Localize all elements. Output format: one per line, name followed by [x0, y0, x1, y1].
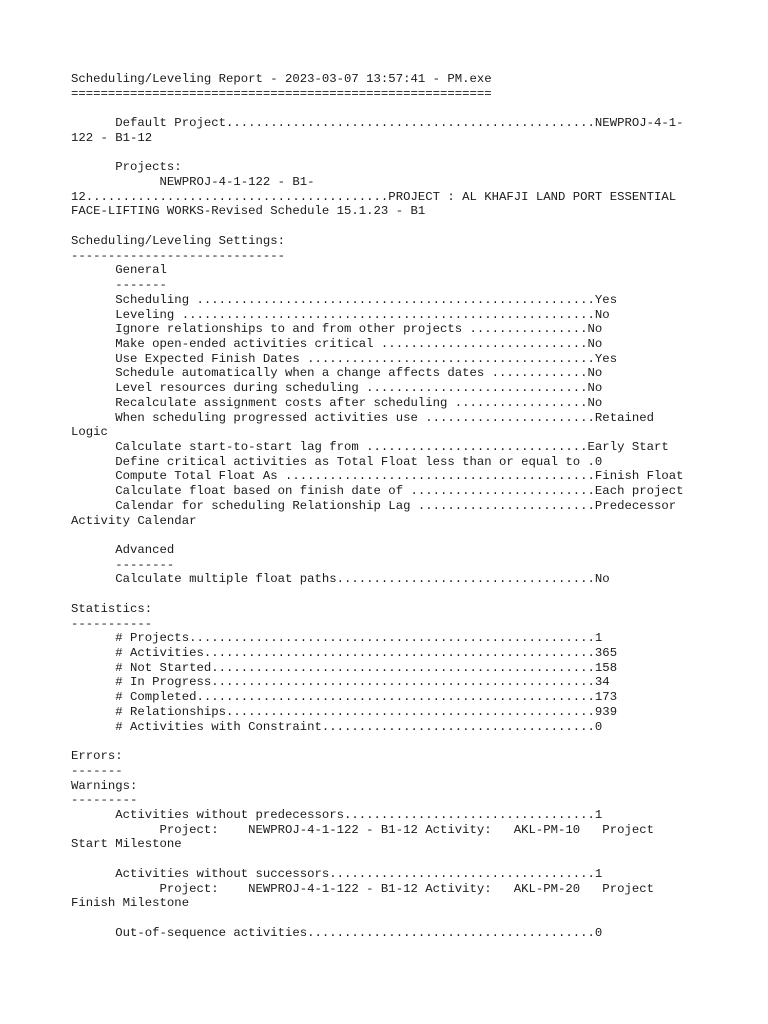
report-line: # Projects.......................................................1: [71, 631, 603, 646]
report-line: 122 - B1-12: [71, 130, 153, 145]
report-line: -----------: [71, 616, 153, 631]
report-line: # Relationships..................................................939: [71, 704, 618, 719]
report-line: [71, 528, 684, 543]
report-line: Recalculate assignment costs after scheduling ..................No: [71, 395, 603, 410]
report-line: Project: NEWPROJ-4-1-122 - B1-12 Activity: AKL-PM-10 Project: [71, 822, 654, 837]
report-line: ---------: [71, 793, 138, 808]
report-line: Scheduling/Leveling Settings:: [71, 233, 286, 248]
report-line: Scheduling ......................................................Yes: [71, 292, 618, 307]
report-line: Projects:: [71, 160, 182, 175]
report-line: Activity Calendar: [71, 513, 197, 528]
report-line: Schedule automatically when a change affects dates .............No: [71, 366, 603, 381]
report-line: Ignore relationships to and from other projects ................No: [71, 322, 603, 337]
report-line: # Activities with Constraint.....................................0: [71, 719, 603, 734]
report-line: # Not Started....................................................158: [71, 660, 618, 675]
report-line: # In Progress....................................................34: [71, 675, 610, 690]
report-line: Calculate start-to-start lag from ..............................Early Start: [71, 439, 669, 454]
report-body: [71, 72, 684, 940]
report-line: Make open-ended activities critical ............................No: [71, 336, 603, 351]
report-line: [71, 219, 684, 234]
report-line: Compute Total Float As ..........................................Finish Float: [71, 469, 684, 484]
report-line: Calculate float based on finish date of .........................Each project: [71, 484, 684, 499]
report-line: -----------------------------: [71, 248, 286, 263]
report-line: Default Project..................................................NEWPROJ-4-1-: [71, 116, 684, 131]
report-line: [71, 101, 684, 116]
report-line: Logic: [71, 425, 108, 440]
report-line: Level resources during scheduling ..............................No: [71, 381, 603, 396]
report-line: [71, 587, 684, 602]
report-line: [71, 852, 684, 867]
report-line: Activities without successors....................................1: [71, 866, 603, 881]
report-line: NEWPROJ-4-1-122 - B1-: [71, 175, 315, 190]
report-line: Statistics:: [71, 601, 153, 616]
report-line: Define critical activities as Total Float less than or equal to .0: [71, 454, 603, 469]
report-line: FACE-LIFTING WORKS-Revised Schedule 15.1.23 - B1: [71, 204, 426, 219]
report-line: Start Milestone: [71, 837, 182, 852]
report-line: 12.........................................PROJECT : AL KHAFJI LAND PORT ESSENTIAL: [71, 189, 677, 204]
report-line: [71, 911, 684, 926]
report-line: # Completed......................................................173: [71, 690, 618, 705]
report-line: General: [71, 263, 167, 278]
report-line: -------: [71, 763, 123, 778]
report-line: When scheduling progressed activities use .......................Retained: [71, 410, 654, 425]
report-line: Finish Milestone: [71, 896, 190, 911]
report-line: --------: [71, 557, 175, 572]
report-line: Warnings:: [71, 778, 138, 793]
report-line: Project: NEWPROJ-4-1-122 - B1-12 Activity: AKL-PM-20 Project: [71, 881, 654, 896]
report-line: Calculate multiple float paths...................................No: [71, 572, 610, 587]
report-line: [71, 734, 684, 749]
report-line: # Activities.....................................................365: [71, 646, 618, 661]
report-line: =========================================================: [71, 86, 492, 101]
report-line: -------: [71, 278, 167, 293]
report-line: [71, 146, 684, 161]
report-line: Activities without predecessors..................................1: [71, 807, 603, 822]
report-line: Out-of-sequence activities.......................................0: [71, 925, 603, 940]
report-line: Calendar for scheduling Relationship Lag ........................Predecessor: [71, 498, 677, 513]
report-line: Leveling ........................................................No: [71, 307, 610, 322]
report-line: Use Expected Finish Dates .......................................Yes: [71, 351, 618, 366]
report-line: Scheduling/Leveling Report - 2023-03-07 13:57:41 - PM.exe: [71, 72, 492, 86]
report-line: Advanced: [71, 543, 175, 557]
report-line: Errors:: [71, 749, 123, 764]
